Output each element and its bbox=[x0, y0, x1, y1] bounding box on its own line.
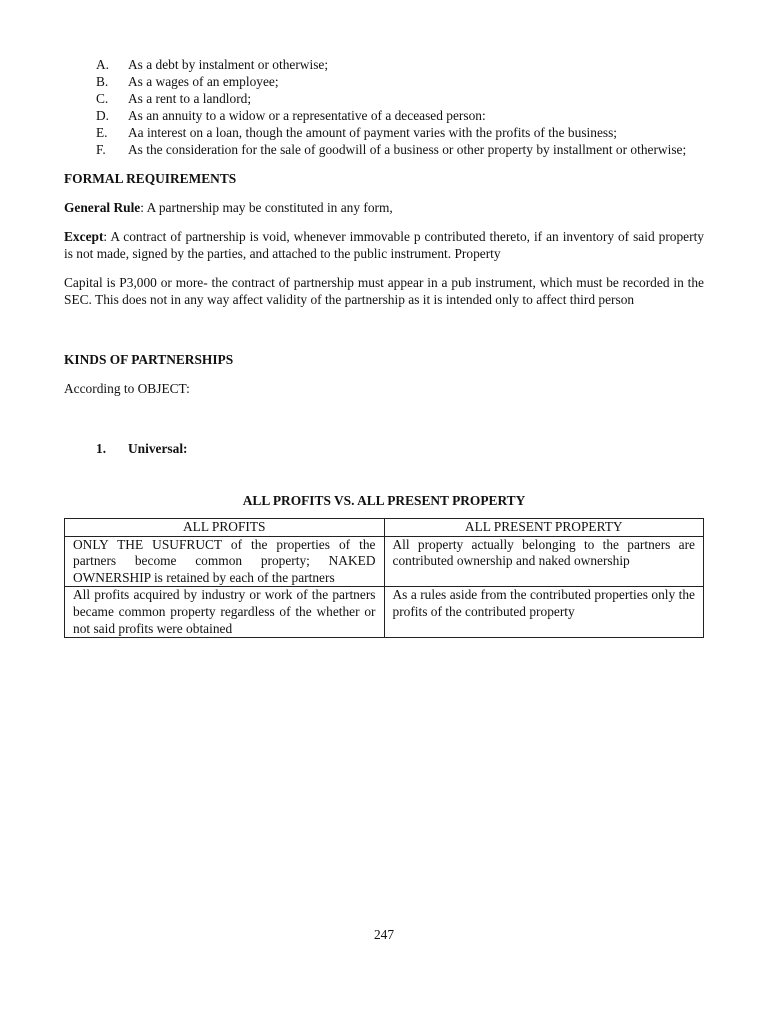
list-item bbox=[64, 90, 704, 107]
list-text: As a rent to a landlord; bbox=[128, 91, 252, 106]
except-paragraph bbox=[64, 228, 704, 262]
list-letter: A. bbox=[96, 57, 110, 72]
capital-paragraph: Capital is P3,000 or more- the contract of partnership must appear in a pub instrument, which must be recorded in the SEC. This does not in any way affect validity of the partnership as it is intended only to affect third person bbox=[64, 275, 704, 307]
general-rule-label: General Rule bbox=[64, 200, 141, 215]
list-letter: E. bbox=[96, 125, 108, 140]
table-title: ALL PROFITS VS. ALL PRESENT PROPERTY bbox=[242, 493, 526, 508]
list-text: As an annuity to a widow or a representative of a deceased person: bbox=[128, 108, 486, 123]
list-letter: F. bbox=[96, 142, 106, 157]
universal-label: Universal: bbox=[128, 441, 188, 456]
list-letter: B. bbox=[96, 74, 109, 89]
comparison-table bbox=[64, 518, 704, 638]
formal-requirements-heading: FORMAL REQUIREMENTS bbox=[64, 171, 237, 186]
page-number: 247 bbox=[373, 927, 395, 942]
list-item bbox=[64, 124, 704, 141]
table-cell: All property actually belonging to the partners are contributed ownership and naked ownership bbox=[384, 536, 704, 587]
universal-number: 1. bbox=[96, 441, 107, 456]
list-text: As a debt by instalment or otherwise; bbox=[128, 57, 329, 72]
general-rule-text: : A partnership may be constituted in any form, bbox=[140, 200, 393, 215]
except-label: Except bbox=[64, 229, 104, 244]
table-row bbox=[65, 587, 704, 638]
table-header-cell: ALL PRESENT PROPERTY bbox=[384, 519, 704, 537]
list-item bbox=[64, 107, 704, 124]
kinds-heading: KINDS OF PARTNERSHIPS bbox=[64, 352, 234, 367]
according-text: According to OBJECT: bbox=[64, 381, 190, 396]
except-text: : A contract of partnership is void, whenever immovable p contributed thereto, if an inventory of said property is not made, signed by the parties, and attached to the public instrument. Property bbox=[64, 229, 704, 261]
table-header-row bbox=[65, 519, 704, 537]
table-header-cell: ALL PROFITS bbox=[65, 519, 385, 537]
table-row bbox=[65, 536, 704, 587]
list-item bbox=[64, 73, 704, 90]
table-cell: ONLY THE USUFRUCT of the properties of the partners become common property; NAKED OWNERSHIP is retained by each of the partners bbox=[65, 536, 385, 587]
list-text: Aa interest on a loan, though the amount of payment varies with the profits of the business; bbox=[128, 125, 618, 140]
table-cell: As a rules aside from the contributed properties only the profits of the contributed property bbox=[384, 587, 704, 638]
lettered-list bbox=[64, 56, 704, 158]
table-cell: All profits acquired by industry or work of the partners became common property regardless of the whether or not said profits were obtained bbox=[65, 587, 385, 638]
page-content bbox=[64, 56, 704, 638]
universal-item bbox=[64, 440, 704, 457]
general-rule-paragraph bbox=[64, 199, 704, 216]
list-item bbox=[64, 56, 704, 73]
list-item bbox=[64, 141, 704, 158]
list-letter: D. bbox=[96, 108, 110, 123]
list-letter: C. bbox=[96, 91, 109, 106]
list-text: As the consideration for the sale of goodwill of a business or other property by installment or otherwise; bbox=[128, 142, 687, 157]
list-text: As a wages of an employee; bbox=[128, 74, 279, 89]
